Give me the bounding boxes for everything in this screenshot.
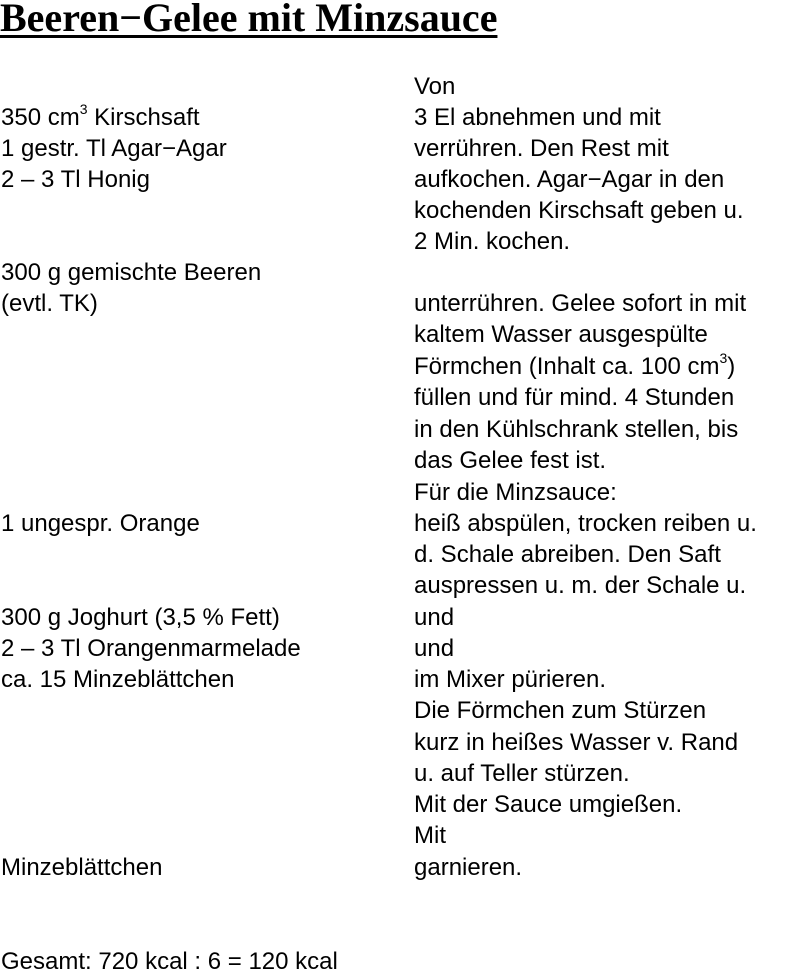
instruction-line: u. auf Teller stürzen. bbox=[414, 760, 630, 787]
instruction-line: heiß abspülen, trocken reiben u. bbox=[414, 510, 757, 537]
instruction-minzsauce-heading: Für die Minzsauce: bbox=[414, 479, 617, 506]
instruction-line: Die Förmchen zum Stürzen bbox=[414, 697, 707, 724]
instruction-line: kaltem Wasser ausgespülte bbox=[414, 321, 708, 348]
ingredient-minze: ca. 15 Minzeblättchen bbox=[1, 666, 235, 693]
instruction-line: im Mixer pürieren. bbox=[414, 666, 607, 693]
ingredient-kirschsaft-amount: 350 cm bbox=[1, 104, 80, 131]
instruction-line: 3 El abnehmen und mit bbox=[414, 104, 661, 131]
instruction-line: Mit bbox=[414, 822, 446, 849]
instruction-line: garnieren. bbox=[414, 854, 523, 881]
calorie-summary: Gesamt: 720 kcal : 6 = 120 kcal bbox=[1, 948, 338, 975]
instruction-line: füllen und für mind. 4 Stunden bbox=[414, 384, 735, 411]
instruction-line: aufkochen. Agar−Agar in den bbox=[414, 166, 725, 193]
instruction-line: unterrühren. Gelee sofort in mit bbox=[414, 290, 747, 317]
instruction-line: und bbox=[414, 635, 455, 662]
instruction-line: das Gelee fest ist. bbox=[414, 447, 607, 474]
ingredient-honig: 2 – 3 Tl Honig bbox=[1, 166, 150, 193]
superscript-3: 3 bbox=[719, 350, 728, 366]
ingredient-orange: 1 ungespr. Orange bbox=[1, 510, 200, 537]
ingredient-kirschsaft-name: Kirschsaft bbox=[87, 104, 200, 131]
instruction-line: in den Kühlschrank stellen, bis bbox=[414, 416, 739, 443]
instruction-line: Von bbox=[414, 73, 456, 100]
instruction-line: und bbox=[414, 604, 455, 631]
ingredient-beeren-tk: (evtl. TK) bbox=[1, 290, 98, 317]
instruction-foermchen-close: ) bbox=[727, 353, 736, 380]
ingredient-agar: 1 gestr. Tl Agar−Agar bbox=[1, 135, 227, 162]
ingredient-kirschsaft bbox=[1, 101, 200, 132]
instruction-line: kochenden Kirschsaft geben u. bbox=[414, 197, 744, 224]
ingredient-marmelade: 2 – 3 Tl Orangenmarmelade bbox=[1, 635, 301, 662]
ingredient-joghurt: 300 g Joghurt (3,5 % Fett) bbox=[1, 604, 280, 631]
superscript-3: 3 bbox=[79, 101, 88, 117]
instruction-line: verrühren. Den Rest mit bbox=[414, 135, 669, 162]
instruction-line-foermchen bbox=[414, 350, 736, 381]
instruction-line: auspressen u. m. der Schale u. bbox=[414, 572, 747, 599]
ingredient-minze-garnish: Minzeblättchen bbox=[1, 854, 163, 881]
recipe-title: Beeren−Gelee mit Minzsauce bbox=[0, 0, 498, 40]
instruction-line: 2 Min. kochen. bbox=[414, 228, 571, 255]
instruction-line: kurz in heißes Wasser v. Rand bbox=[414, 729, 739, 756]
instruction-line: d. Schale abreiben. Den Saft bbox=[414, 541, 721, 568]
ingredient-beeren: 300 g gemischte Beeren bbox=[1, 259, 262, 286]
instruction-foermchen-text: Förmchen (Inhalt ca. 100 cm bbox=[414, 353, 720, 380]
instruction-line: Mit der Sauce umgießen. bbox=[414, 791, 683, 818]
